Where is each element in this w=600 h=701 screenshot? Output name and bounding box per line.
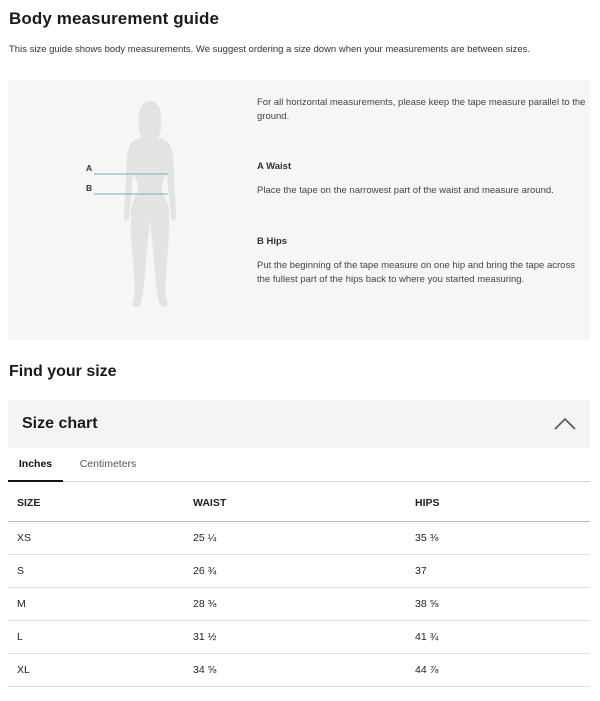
figure-wrapper [86,98,210,313]
cell-waist: 25 ¼ [193,521,415,554]
table-row [8,620,590,653]
cell-size: XS [8,521,193,554]
waist-heading: A Waist [257,161,292,172]
chevron-up-icon[interactable] [553,416,577,432]
cell-size: L [8,620,193,653]
body-silhouette-icon [86,98,210,313]
intro-text: This size guide shows body measurements. We suggest ordering a size down when your measurements are between sizes. [9,44,531,55]
find-size-title: Find your size [9,363,117,380]
header-waist: WAIST [193,484,415,521]
cell-hips: 38 ⅝ [415,587,590,620]
horizontal-note: For all horizontal measurements, please keep the tape measure parallel to the ground. [257,97,586,122]
cell-size: M [8,587,193,620]
cell-hips: 44 ⅞ [415,653,590,686]
cell-waist: 26 ¾ [193,554,415,587]
size-chart-header[interactable] [8,400,590,448]
marker-a: A [86,163,93,173]
cell-waist: 31 ½ [193,620,415,653]
cell-size: XL [8,653,193,686]
size-chart-title: Size chart [22,415,98,432]
hips-heading: B Hips [257,236,288,247]
cell-hips: 41 ¾ [415,620,590,653]
cell-waist: 28 ⅜ [193,587,415,620]
tab-centimeters[interactable]: Centimeters [79,458,137,470]
cell-size: S [8,554,193,587]
header-size: SIZE [8,484,193,521]
cell-hips: 35 ⅜ [415,521,590,554]
table-header-row [8,484,590,521]
unit-tabs [8,449,590,482]
size-table [8,484,590,687]
waist-text: Place the tape on the narrowest part of the waist and measure around. [257,185,554,196]
cell-waist: 34 ⅝ [193,653,415,686]
page-title: Body measurement guide [9,9,220,28]
tab-inches[interactable]: Inches [8,449,63,482]
cell-hips: 37 [415,554,590,587]
header-hips: HIPS [415,484,590,521]
table-row [8,554,590,587]
table-row [8,587,590,620]
table-row [8,521,590,554]
marker-b: B [86,183,93,193]
measurement-guide-panel [8,80,590,340]
table-row [8,653,590,686]
hips-text: Put the beginning of the tape measure on one hip and bring the tape across the fullest part of the hips back to where you started measuring. [257,260,575,285]
